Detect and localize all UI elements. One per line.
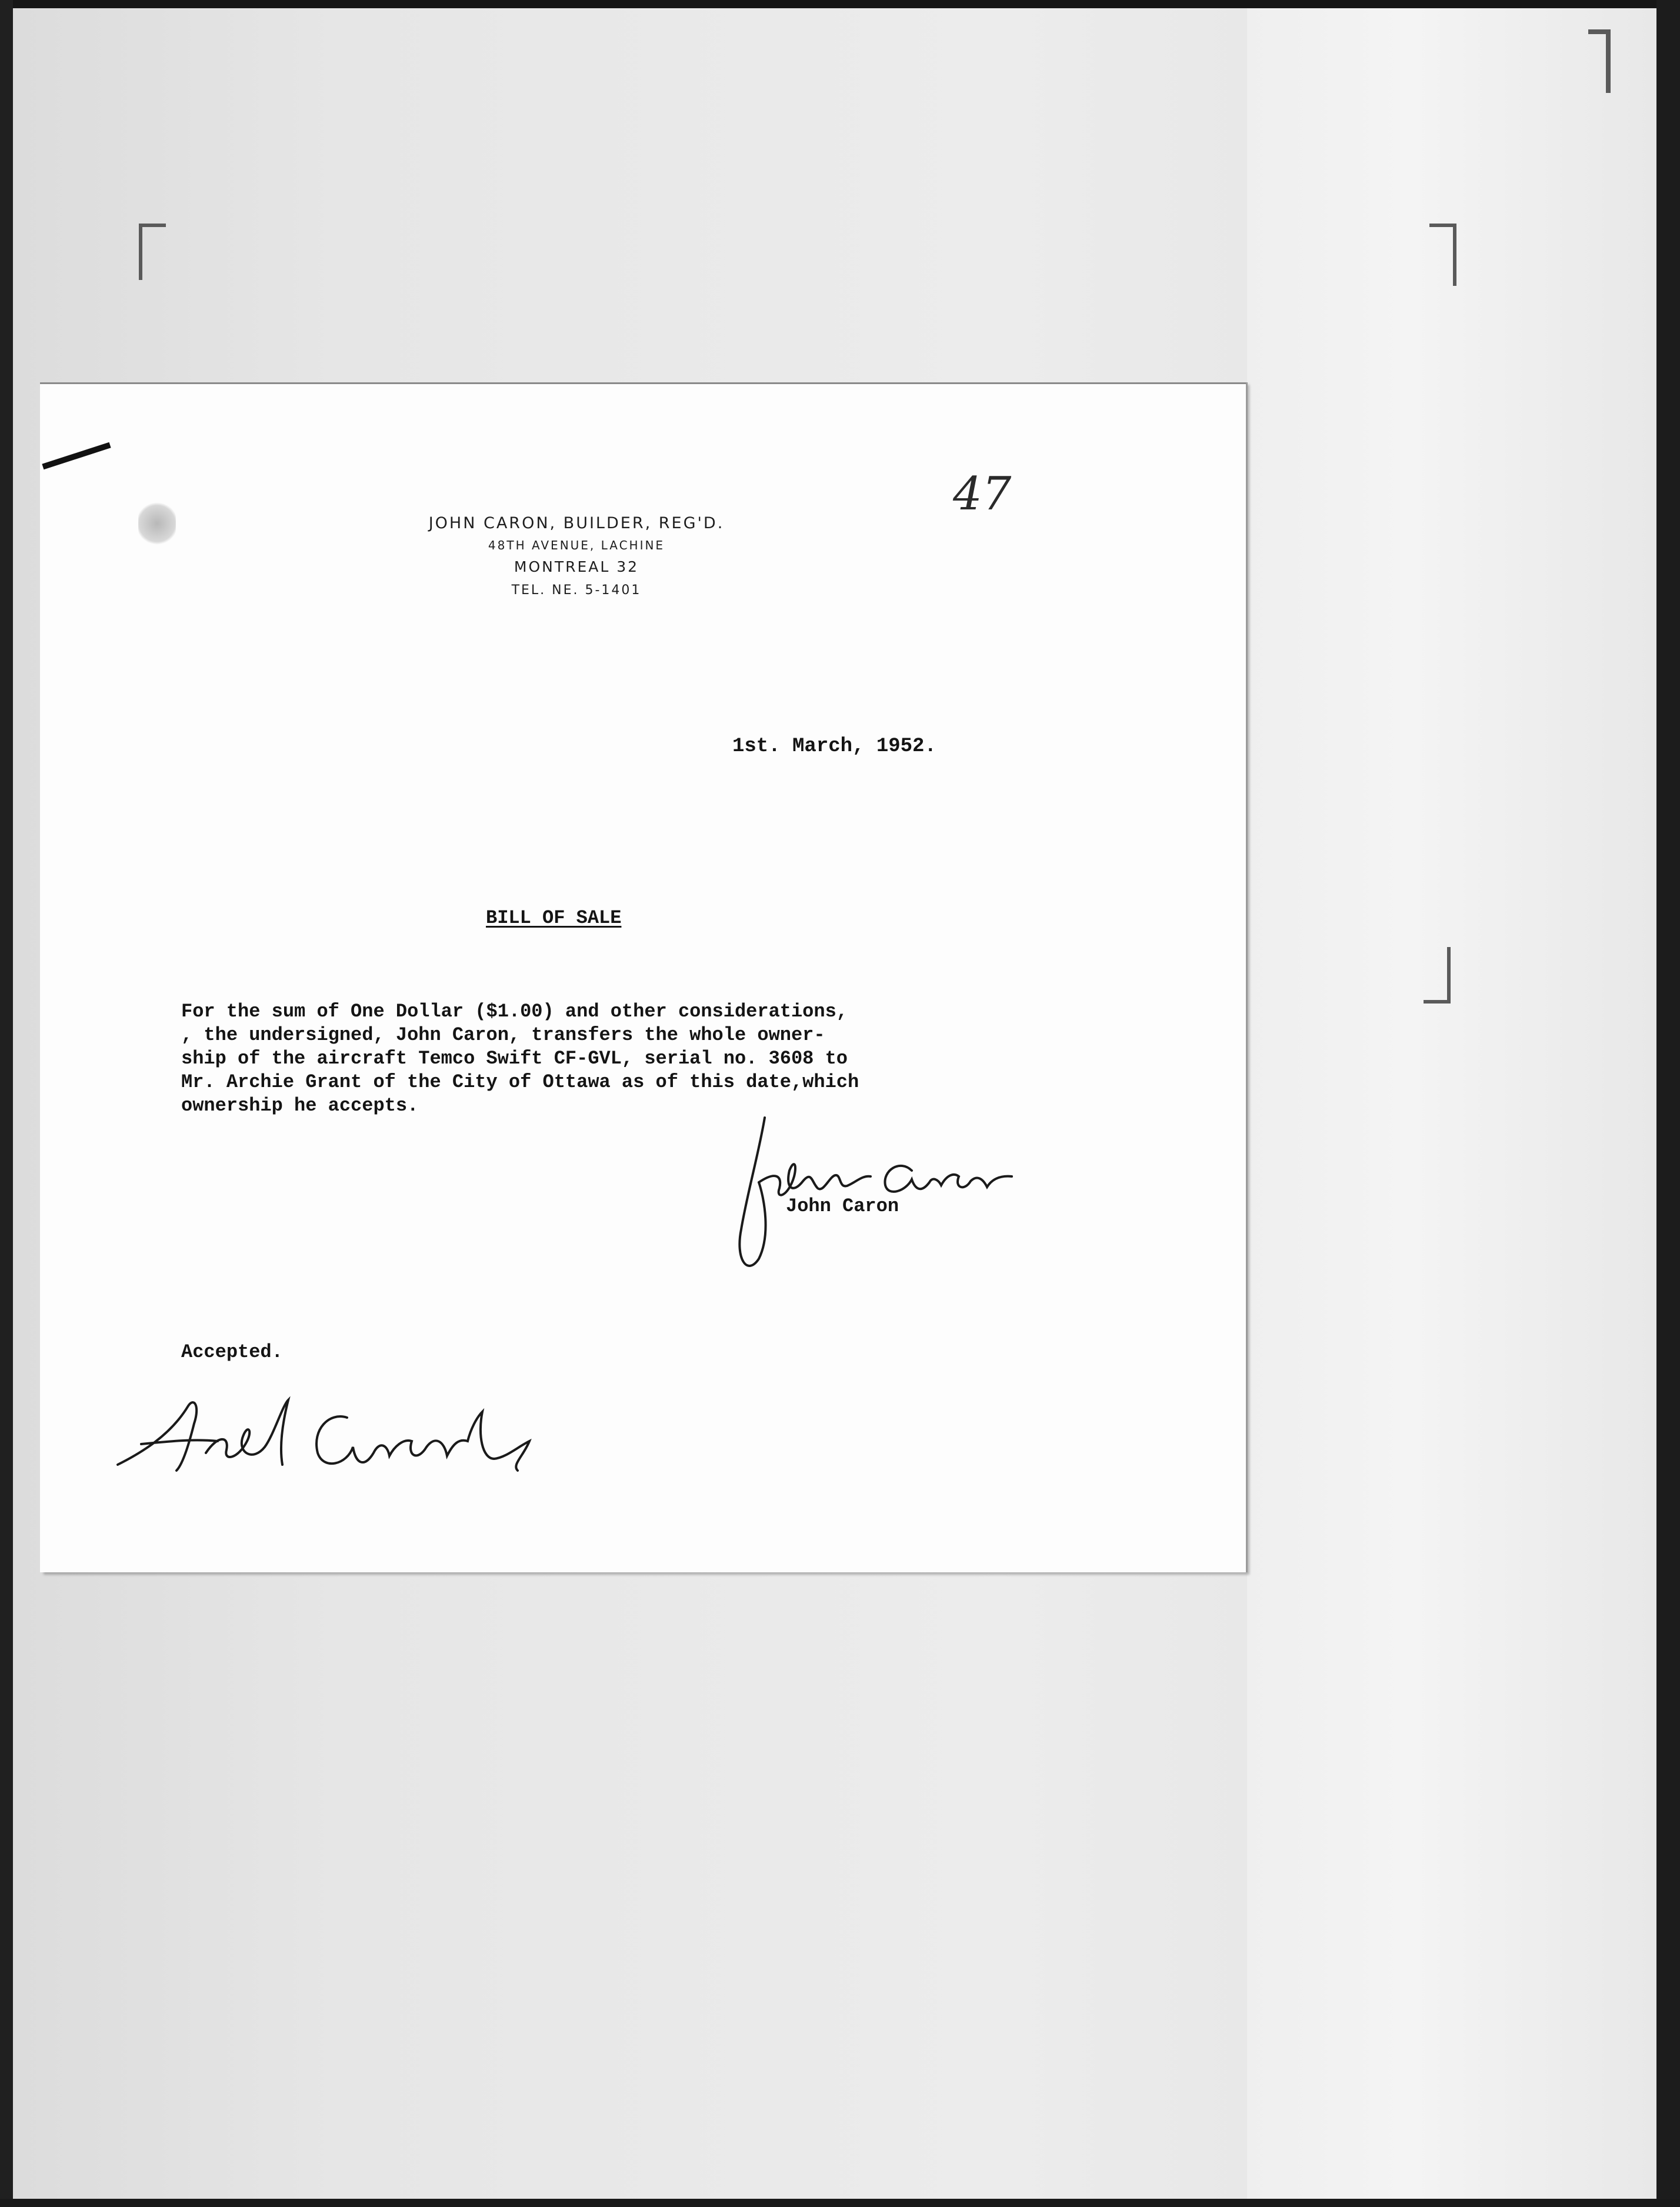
crop-mark-top-right	[1429, 224, 1456, 286]
body-line: For the sum of One Dollar ($1.00) and other considerations,	[181, 1001, 848, 1022]
buyer-signature	[106, 1382, 553, 1488]
ink-smudge	[138, 500, 176, 547]
film-border-top	[0, 0, 1680, 8]
film-border-bottom	[0, 2199, 1680, 2207]
body-line: ship of the aircraft Temco Swift CF-GVL, serial no. 3608 to	[181, 1048, 848, 1069]
body-line: ownership he accepts.	[181, 1095, 419, 1116]
letterhead-company-name: JOHN CARON, BUILDER, REG'D.	[428, 514, 725, 532]
handwritten-page-number: 47	[953, 468, 1012, 521]
document-body	[181, 1000, 1064, 1118]
crop-mark-top-left	[139, 224, 166, 280]
film-border-left	[0, 0, 13, 2207]
photocopy-background-right	[1247, 8, 1656, 2199]
body-line: Mr. Archie Grant of the City of Ottawa as of this date,which	[181, 1071, 859, 1093]
document-title: BILL OF SALE	[486, 907, 622, 929]
crop-mark-bottom-right	[1424, 947, 1451, 1004]
seller-signature	[724, 1106, 1029, 1276]
letterhead-city: MONTREAL 32	[514, 558, 639, 575]
film-border-right	[1656, 0, 1680, 2207]
accepted-label: Accepted.	[181, 1341, 283, 1363]
crop-mark-outer	[1588, 29, 1611, 93]
letterhead	[412, 512, 741, 602]
document-date: 1st. March, 1952.	[732, 735, 936, 758]
letterhead-telephone: TEL. NE. 5-1401	[511, 583, 642, 598]
signer-name: John Caron	[786, 1195, 899, 1217]
letterhead-address: 48TH AVENUE, LACHINE	[488, 538, 665, 552]
body-line: , the undersigned, John Caron, transfers the whole owner-	[181, 1024, 825, 1046]
